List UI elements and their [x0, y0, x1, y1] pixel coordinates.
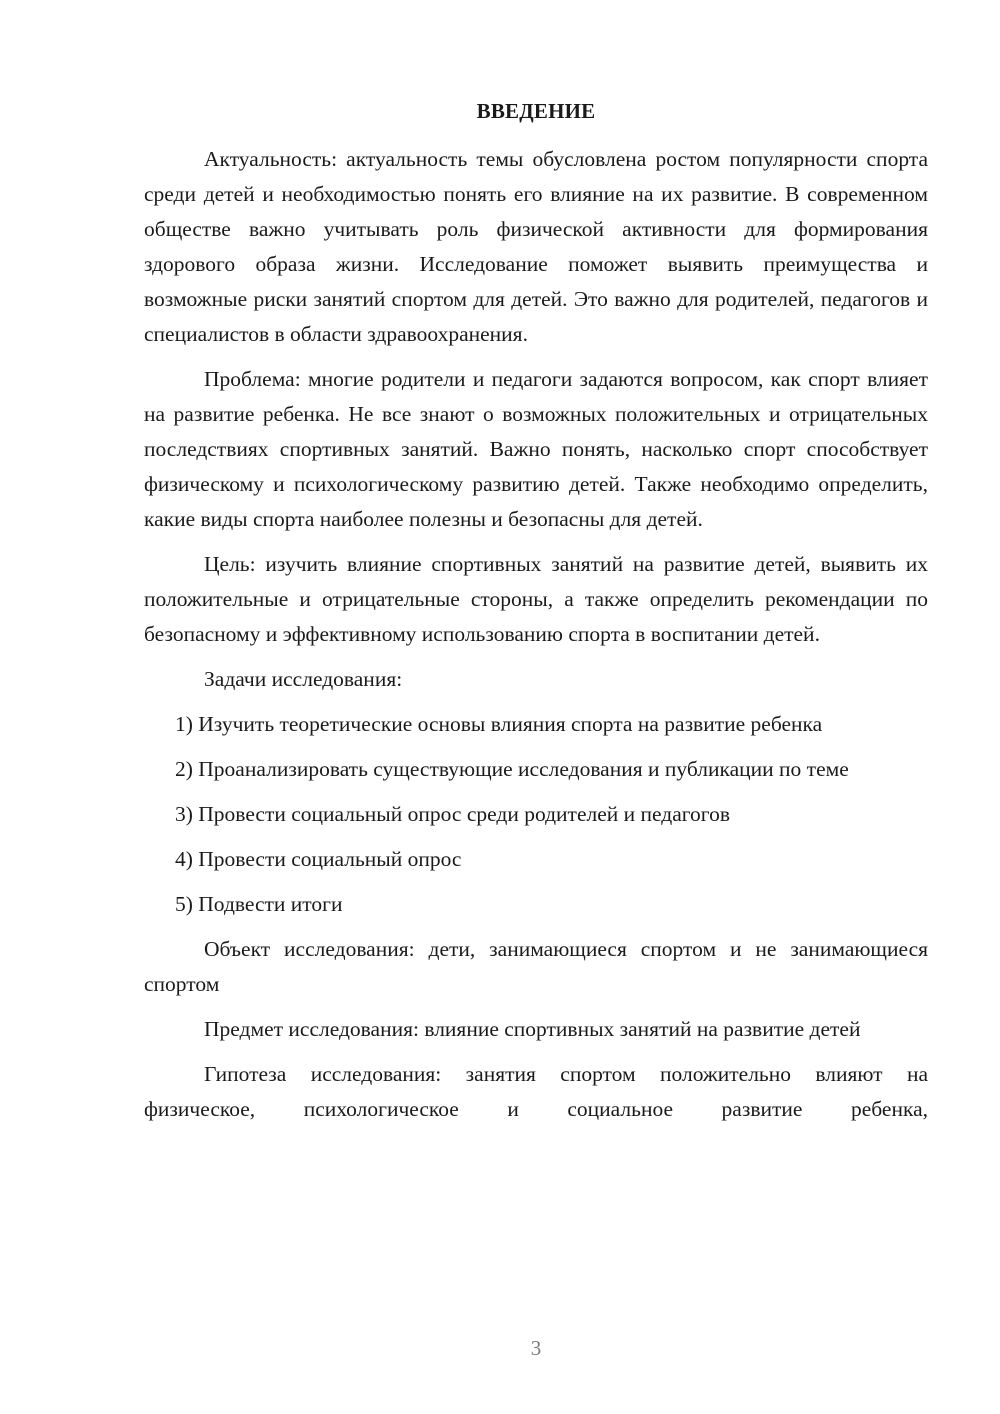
task-item: 3) Провести социальный опрос среди родителей и педагогов	[175, 802, 730, 826]
task-item: 2) Проанализировать существующие исследования и публикации по теме	[175, 757, 849, 781]
problem-paragraph: Проблема: многие родители и педагоги задаются вопросом, как спорт влияет на развитие ребенка. Не все знают о возможных положительных и отрицательных последствиях спортивных занятий. Важно понять, насколько спорт способствует физическому и психологическому развитию детей. Также необходимо определить, какие виды спорта наиболее полезны и безопасны для детей.	[144, 367, 928, 531]
goal-paragraph: Цель: изучить влияние спортивных занятий на развитие детей, выявить их положительные и отрицательные стороны, а также определить рекомендации по безопасному и эффективному использованию спорта в воспитании детей.	[144, 552, 928, 646]
task-item: 5) Подвести итоги	[175, 892, 343, 916]
introduction-body	[144, 142, 928, 1137]
task-item: 4) Провести социальный опрос	[175, 847, 462, 871]
section-heading: ВВЕДЕНИЕ	[476, 99, 596, 123]
task-item: 1) Изучить теоретические основы влияния спорта на развитие ребенка	[175, 712, 823, 736]
subject-paragraph: Предмет исследования: влияние спортивных занятий на развитие детей	[204, 1017, 861, 1041]
relevance-paragraph: Актуальность: актуальность темы обусловлена ростом популярности спорта среди детей и необходимостью понять его влияние на их развитие. В современном обществе важно учитывать роль физической активности для формирования здорового образа жизни. Исследование поможет выявить преимущества и возможные риски занятий спортом для детей. Это важно для родителей, педагогов и специалистов в области здравоохранения.	[144, 147, 928, 346]
tasks-title: Задачи исследования:	[204, 667, 403, 691]
object-paragraph: Объект исследования: дети, занимающиеся спортом и не занимающиеся спортом	[144, 937, 928, 996]
page-number: 3	[530, 1336, 542, 1360]
hypothesis-paragraph: Гипотеза исследования: занятия спортом положительно влияют на физическое, психологическое и социальное развитие ребенка,	[144, 1062, 928, 1121]
tasks-list	[144, 707, 928, 922]
